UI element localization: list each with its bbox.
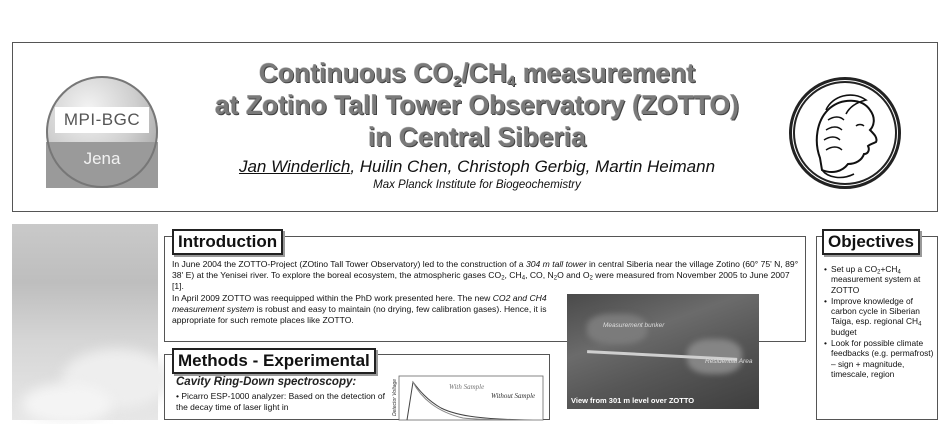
introduction-heading: Introduction: [172, 229, 283, 255]
introduction-paragraph-2: In April 2009 ZOTTO was reequipped within the PhD work presented here. The new CO2 and CH4 measurement system is robust and easy to maintain (no drying, few calibration gases). Hence, it is appropriate for such remote places like ZOTTO.: [172, 293, 547, 325]
crd-subheading: Cavity Ring-Down spectroscopy:: [176, 376, 357, 388]
ringdown-plot: [393, 376, 545, 420]
poster-title-line-3: in Central Siberia: [368, 122, 586, 152]
minerva-logo: [789, 77, 901, 189]
mpi-bgc-logo: [46, 76, 158, 188]
logo-jena-text: Jena: [46, 142, 158, 188]
photo-caption: View from 301 m level over ZOTTO: [571, 396, 695, 405]
methods-heading: Methods - Experimental: [172, 348, 376, 374]
objective-item: • Improve knowledge of carbon cycle in Siberian Taiga, esp. regional $CH_4$ budget: [824, 296, 936, 337]
objectives-list: [824, 264, 936, 380]
author-list: [163, 157, 791, 177]
plot-label-with-sample: With Sample: [449, 383, 485, 391]
objectives-heading: Objectives: [822, 229, 920, 255]
photo-clearing: [587, 314, 647, 344]
introduction-paragraph-1: In June 2004 the ZOTTO-Project (ZOtino Tall Tower Observatory) led to the construction of a 304 m tall tower in central Siberia near the village Zotino (60° 75' N, 89° 38' E) at the Yenisei river. To explore the boreal ecosystem, the atmospheric gases $CO_2$, $CH_4$, CO, $N_2O$ and $O_2$ were measured from November 2005 to June 2007 [1].: [172, 259, 799, 291]
cloud-shape: [22, 384, 112, 424]
logo-ring: [46, 76, 158, 188]
logo-mpi-text: MPI-BGC: [55, 107, 149, 133]
first-author: Jan Winderlich: [238, 157, 351, 176]
sky-photo: [12, 224, 158, 420]
poster-title-block: [163, 57, 791, 191]
plot-label-without-sample: Without Sample: [491, 392, 536, 400]
photo-label-residential: Residential Area: [705, 358, 753, 365]
photo-label-bunker: Measurement bunker: [603, 322, 665, 329]
poster-title-line-1: Continuous $CO_2/CH_4$ measurement: [258, 58, 696, 90]
objective-item: • Set up a $CO_2+CH_4$ measurement system at ZOTTO: [824, 264, 936, 295]
poster-title-line-2: at Zotino Tall Tower Observatory (ZOTTO): [214, 90, 740, 120]
institute-name: Max Planck Institute for Biogeochemistry: [373, 179, 581, 191]
plot-ylabel: Detector Voltage: [392, 378, 398, 416]
objective-item: • Look for possible climate feedbacks (e.g. permafrost) – sign + magnitude, timescale, region: [824, 338, 936, 379]
poster-header: [12, 42, 938, 212]
crd-bullet: • Picarro ESP-1000 analyzer: Based on the detection of the decay time of laser light in: [176, 391, 385, 412]
aerial-photo: [567, 294, 759, 409]
minerva-head-icon: [792, 80, 898, 186]
co-authors: , Huilin Chen, Christoph Gerbig, Martin Heimann: [350, 157, 716, 176]
